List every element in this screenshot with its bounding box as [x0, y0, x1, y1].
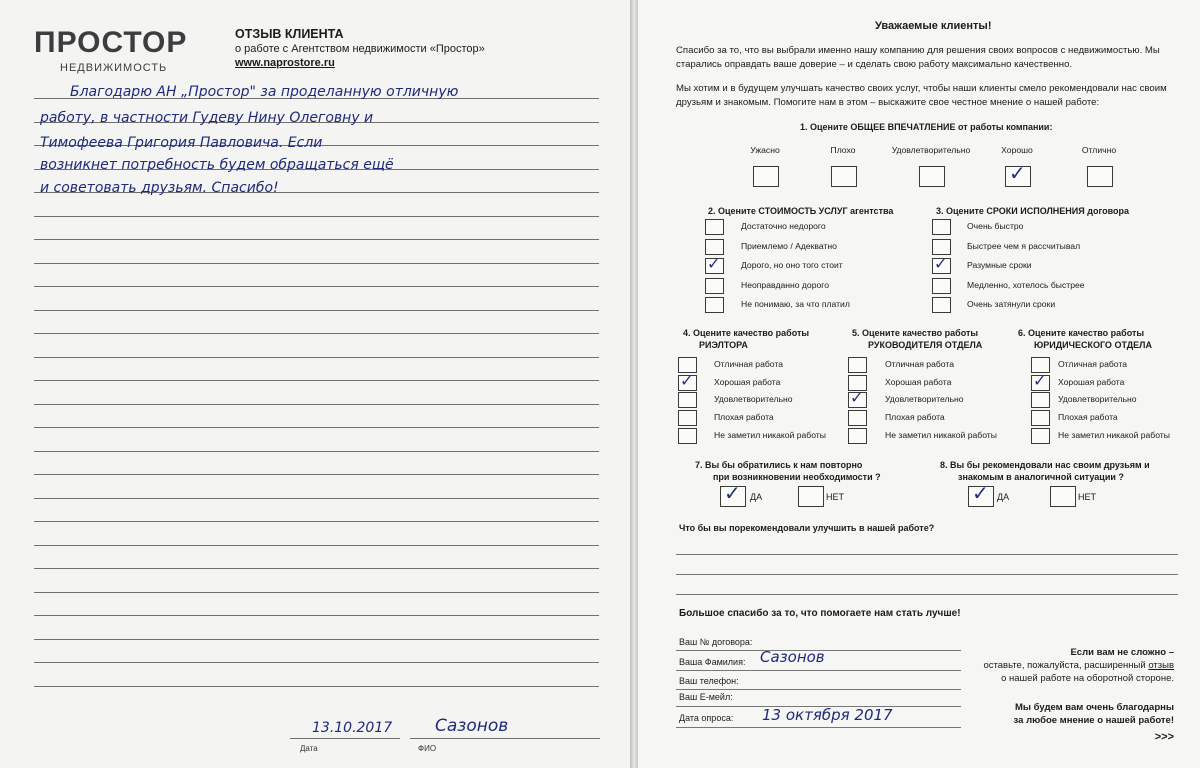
q7-title-line2: при возникновении необходимости ? — [713, 472, 881, 482]
q4-title-line1: 4. Оцените качество работы — [683, 328, 810, 338]
ruled-line[interactable] — [34, 380, 599, 381]
q5-option-label: Не заметил никакой работы — [885, 429, 997, 440]
q6-option-label: Хорошая работа — [1058, 376, 1125, 387]
check-mark-icon: ✓ — [707, 254, 721, 273]
q1-option-label: Плохо — [830, 145, 856, 155]
fio-label: ФИО — [418, 744, 437, 753]
improve-question: Что бы вы порекомендовали улучшить в нашей работе? — [679, 523, 935, 533]
q4-option-checkbox[interactable] — [678, 428, 697, 444]
q3-option-label: Медленно, хотелось быстрее — [967, 279, 1085, 290]
q3-option-checkbox[interactable] — [932, 239, 951, 255]
survey-date-label: Дата опроса: — [679, 713, 734, 723]
q2-option-label: Достаточно недорого — [741, 221, 826, 231]
q7-yes-checkbox[interactable] — [720, 481, 746, 507]
q6-title — [1018, 327, 1152, 351]
q4-title — [683, 327, 809, 351]
q2-option-checkbox[interactable] — [705, 219, 724, 235]
q6-option-label: Отличная работа — [1058, 359, 1127, 369]
check-mark-icon: ✓ — [972, 481, 989, 505]
date-label: Дата — [300, 744, 318, 753]
gratitude-line1: Мы будем вам очень благодарны — [1015, 702, 1174, 713]
q4-option-checkbox[interactable] — [678, 392, 697, 408]
ruled-line[interactable] — [34, 639, 599, 640]
company-url[interactable]: www.naprostore.ru — [235, 57, 335, 69]
q4-option-checkbox[interactable] — [678, 370, 697, 391]
surname-label: Ваша Фамилия: — [679, 657, 746, 667]
check-mark-icon: ✓ — [724, 481, 741, 505]
surname-field[interactable] — [676, 670, 961, 671]
q1-option-checkbox[interactable] — [1005, 161, 1031, 187]
next-page-arrows-icon: >>> — [1154, 731, 1174, 743]
ruled-line[interactable] — [34, 239, 599, 240]
q5-option-label: Плохая работа — [885, 412, 945, 423]
check-mark-icon: ✓ — [1009, 161, 1026, 185]
ruled-line[interactable] — [34, 286, 599, 287]
handwritten-line: Благодарю АН „Простор" за проделанную отличную — [70, 84, 459, 100]
q1-option-label: Отлично — [1081, 145, 1117, 155]
phone-field[interactable] — [676, 689, 961, 690]
q2-option-label: Не понимаю, за что платил — [741, 299, 850, 309]
q2-option-checkbox[interactable] — [705, 254, 724, 274]
ruled-line[interactable] — [34, 568, 599, 569]
q3-option-label: Быстрее чем я рассчитывал — [967, 240, 1081, 251]
q2-option-label: Неоправданно дорого — [741, 279, 829, 290]
q1-option-checkbox[interactable] — [919, 166, 945, 187]
q5-title-line2: РУКОВОДИТЕЛЯ ОТДЕЛА — [868, 340, 983, 350]
q5-title-line1: 5. Оцените качество работы — [852, 328, 979, 338]
q5-option-label: Отличная работа — [885, 359, 954, 369]
gratitude-note — [1014, 701, 1174, 727]
ruled-line[interactable] — [34, 686, 599, 687]
handwritten-line: работу, в частности Гудеву Нину Олеговну и — [40, 110, 374, 126]
q4-option-label: Хорошая работа — [714, 376, 781, 387]
q2-option-checkbox[interactable] — [705, 297, 724, 313]
greeting-title: Уважаемые клиенты! — [875, 20, 992, 32]
handwritten-line: возникнет потребность будем обращаться ещё — [40, 157, 394, 173]
q3-option-checkbox[interactable] — [932, 297, 951, 313]
ruled-line[interactable] — [34, 333, 599, 334]
check-mark-icon: ✓ — [680, 370, 694, 390]
ruled-line[interactable] — [34, 451, 599, 452]
q2-option-label: Приемлемо / Адекватно — [741, 240, 837, 251]
logo-text: ПРОСТОР — [34, 26, 188, 59]
q5-option-checkbox[interactable] — [848, 410, 867, 426]
q1-option-checkbox[interactable] — [1087, 166, 1113, 187]
phone-label: Ваш телефон: — [679, 676, 739, 686]
q1-option-label: Удовлетворительно — [891, 145, 971, 155]
feedback-note-line3: о нашей работе на оборотной стороне. — [1001, 673, 1174, 684]
q5-option-label: Хорошая работа — [885, 376, 952, 387]
q8-yes-label: ДА — [997, 492, 1010, 502]
q8-yes-checkbox[interactable] — [968, 481, 994, 507]
check-mark-icon: ✓ — [850, 388, 864, 408]
q3-option-checkbox[interactable] — [932, 219, 951, 235]
q5-title — [852, 327, 982, 351]
ruled-line[interactable] — [34, 545, 599, 546]
ruled-line[interactable] — [34, 357, 599, 358]
ruled-line[interactable] — [34, 521, 599, 522]
ruled-line[interactable] — [34, 310, 599, 311]
q2-option-checkbox[interactable] — [705, 239, 724, 255]
feedback-note-line2: оставьте, пожалуйста, расширенный — [983, 660, 1146, 671]
q6-option-checkbox[interactable] — [1031, 428, 1050, 444]
ruled-line[interactable] — [34, 498, 599, 499]
contract-number-label: Ваш № договора: — [679, 637, 753, 647]
thanks-text: Большое спасибо за то, что помогаете нам стать лучше! — [679, 608, 961, 619]
ruled-line[interactable] — [34, 404, 599, 405]
intro-paragraph-1: Спасибо за то, что вы выбрали именно нашу компанию для решения своих вопросов с недвижимостью. Мы старались оправдать ваше доверие – и сделать свою работу максимально качественно. — [676, 45, 1160, 70]
q5-option-label: Удовлетворительно — [885, 394, 964, 405]
q5-option-checkbox[interactable] — [848, 357, 867, 373]
q2-option-checkbox[interactable] — [705, 278, 724, 294]
q6-title-line2: ЮРИДИЧЕСКОГО ОТДЕЛА — [1034, 340, 1152, 350]
q4-option-label: Не заметил никакой работы — [714, 429, 826, 440]
signature-handwritten: Сазонов — [435, 716, 509, 736]
feedback-note-bold: Если вам не сложно – — [1070, 647, 1174, 658]
q7-no-checkbox[interactable] — [798, 486, 824, 507]
q4-option-checkbox[interactable] — [678, 410, 697, 426]
improve-line[interactable] — [676, 554, 1178, 555]
fio-line — [410, 738, 600, 739]
ruled-line[interactable] — [34, 216, 599, 217]
q7-title-line1: 7. Вы бы обратились к нам повторно — [695, 460, 863, 470]
q1-option-label: Хорошо — [1001, 145, 1033, 155]
q3-option-checkbox[interactable] — [932, 278, 951, 294]
improve-line[interactable] — [676, 574, 1178, 575]
check-mark-icon: ✓ — [934, 254, 948, 273]
form-title: ОТЗЫВ КЛИЕНТА — [235, 27, 344, 41]
page-gutter — [630, 0, 638, 768]
q7-yes-label: ДА — [750, 492, 763, 502]
q8-title-line2: знакомым в аналогичной ситуации ? — [958, 472, 1124, 482]
q8-no-checkbox[interactable] — [1050, 486, 1076, 507]
gratitude-line2: за любое мнение о нашей работе! — [1013, 715, 1174, 726]
ruled-line[interactable] — [34, 427, 599, 428]
q3-option-label: Разумные сроки — [967, 260, 1032, 270]
q1-option-checkbox[interactable] — [831, 166, 857, 187]
q5-option-checkbox[interactable] — [848, 428, 867, 444]
logo-subtitle: НЕДВИЖИМОСТЬ — [60, 62, 168, 74]
q4-option-label: Плохая работа — [714, 412, 774, 423]
form-subtitle: о работе с Агентством недвижимости «Простор» — [235, 43, 485, 55]
q4-title-line2: РИЭЛТОРА — [699, 340, 748, 350]
q6-option-checkbox[interactable] — [1031, 392, 1050, 408]
q6-title-line1: 6. Оцените качество работы — [1018, 328, 1145, 338]
handwritten-line: и советовать друзьям. Спасибо! — [40, 180, 279, 196]
ruled-line[interactable] — [34, 263, 599, 264]
q6-option-label: Удовлетворительно — [1058, 394, 1137, 405]
q8-title — [940, 459, 1150, 483]
survey-date-value: 13 октября 2017 — [762, 706, 893, 724]
surname-value: Сазонов — [760, 648, 825, 666]
q1-option-checkbox[interactable] — [753, 166, 779, 187]
q6-option-label: Не заметил никакой работы — [1058, 429, 1170, 440]
q6-option-checkbox[interactable] — [1031, 410, 1050, 426]
q3-title: 3. Оцените СРОКИ ИСПОЛНЕНИЯ договора — [936, 206, 1129, 216]
date-line — [290, 738, 400, 739]
q7-no-label: НЕТ — [826, 492, 844, 502]
ruled-line[interactable] — [34, 615, 599, 616]
survey-date-field[interactable] — [676, 727, 961, 728]
q3-option-label: Очень затянули сроки — [967, 299, 1056, 309]
q7-title — [695, 459, 881, 483]
q6-option-checkbox[interactable] — [1031, 370, 1050, 391]
ruled-line[interactable] — [34, 592, 599, 593]
q3-option-label: Очень быстро — [967, 221, 1024, 231]
handwritten-line: Тимофеева Григория Павловича. Если — [40, 135, 323, 151]
q4-option-label: Удовлетворительно — [714, 394, 793, 405]
feedback-link[interactable]: отзыв — [1148, 660, 1174, 671]
email-label: Ваш E-мейл: — [679, 692, 733, 702]
ruled-line[interactable] — [34, 662, 599, 663]
feedback-note — [984, 646, 1175, 685]
q4-option-label: Отличная работа — [714, 359, 783, 369]
ruled-line[interactable] — [34, 474, 599, 475]
check-mark-icon: ✓ — [1033, 370, 1047, 390]
q2-option-label: Дорого, но оно того стоит — [741, 260, 843, 270]
q8-no-label: НЕТ — [1078, 492, 1096, 502]
date-handwritten: 13.10.2017 — [312, 720, 393, 736]
q5-option-checkbox[interactable] — [848, 388, 867, 408]
company-logo — [34, 26, 188, 74]
improve-line[interactable] — [676, 594, 1178, 595]
q1-option-label: Ужасно — [750, 145, 780, 155]
q3-option-checkbox[interactable] — [932, 254, 951, 274]
intro-paragraph-2: Мы хотим и в будущем улучшать качество своих услуг, чтобы наши клиенты смело рекомендовали нас своим друзьям и знакомым. Помогите нам в этом – выскажите свое честное мнение о нашей работе: — [676, 83, 1167, 108]
q1-title: 1. Оцените ОБЩЕЕ ВПЕЧАТЛЕНИЕ от работы компании: — [800, 122, 1053, 132]
q6-option-label: Плохая работа — [1058, 412, 1118, 423]
q8-title-line1: 8. Вы бы рекомендовали нас своим друзьям и — [940, 460, 1150, 470]
q2-title: 2. Оцените СТОИМОСТЬ УСЛУГ агентства — [708, 206, 894, 216]
